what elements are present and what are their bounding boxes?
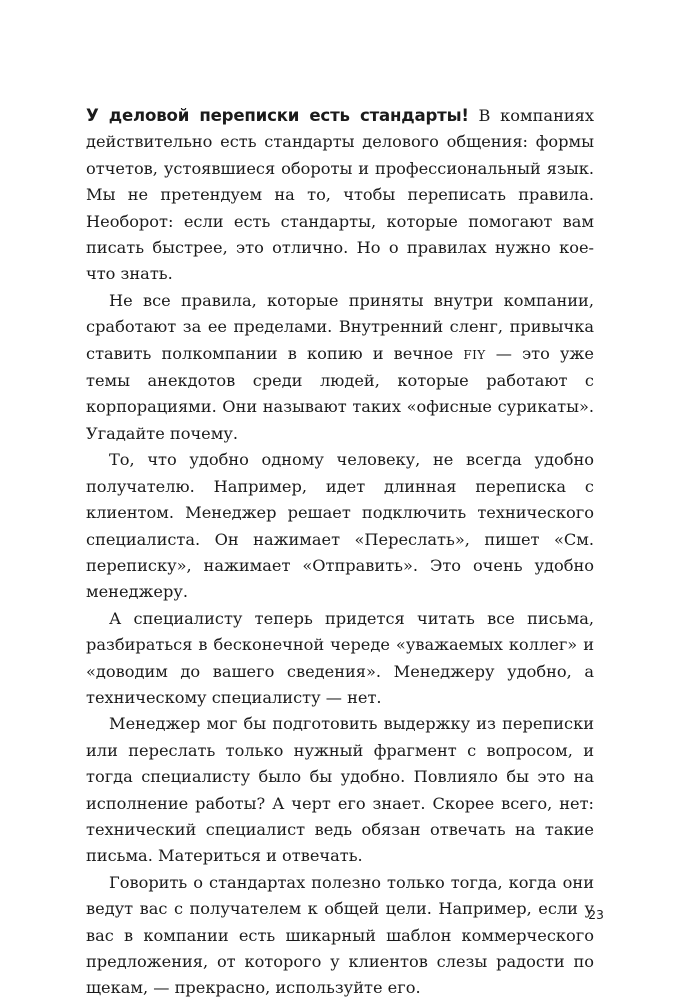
paragraph-1-text: В компаниях действительно есть стандарты делового общения: формы отчетов, устоявшиеся обороты и профессиональный язык. Мы не претендуем на то, чтобы переписать правила. Необорот: если есть стандарты, которые помогают вам писать быстрее, это отлично. Но о правилах нужно кое-что знать.	[86, 106, 594, 284]
paragraph-5: Менеджер мог бы подготовить выдержку из переписки или переслать только нужный фрагмент с вопросом, и тогда специалисту было бы удобно. Повлияло бы это на исполнение работы? А черт его знает. Скорее всего, нет: технический специалист ведь обязан отвечать на такие письма. Материться и отвечать.	[86, 714, 594, 866]
fiy-abbreviation: FIY	[463, 347, 486, 362]
paragraph-2	[86, 288, 594, 447]
paragraph-4: А специалисту теперь придется читать все письма, разбираться в бесконечной череде «уважаемых коллег» и «доводим до вашего сведения». Менеджеру удобно, а техническому специалисту — нет.	[86, 608, 594, 707]
paragraph-1	[86, 103, 594, 288]
body-text	[86, 103, 594, 1002]
lead-heading: У деловой переписки есть стандарты!	[86, 106, 469, 125]
page-number: 23	[588, 907, 604, 922]
paragraph-2-text-b: — это уже темы анекдотов среди людей, которые работают с корпорациями. Они называют таких «офисные сурикаты». Угадайте почему.	[86, 343, 595, 443]
paragraph-2-text-a: Не все правила, которые приняты внутри компании, сработают за ее пределами. Внутренний сленг, привычка ставить полкомпании в копию и вечное	[86, 290, 594, 363]
paragraph-3: То, что удобно одному человеку, не всегда удобно получателю. Например, идет длинная переписка с клиентом. Менеджер решает подключить технического специалиста. Он нажимает «Переслать», пишет «См. переписку», нажимает «Отправить». Это очень удобно менеджеру.	[86, 450, 594, 602]
paragraph-6: Говорить о стандартах полезно только тогда, когда они ведут вас с получателем к общей цели. Например, если у вас в компании есть шикарный шаблон коммерческого предложения, от которого у клиентов слезы радости по щекам, — прекрасно, используйте его.	[86, 872, 594, 998]
